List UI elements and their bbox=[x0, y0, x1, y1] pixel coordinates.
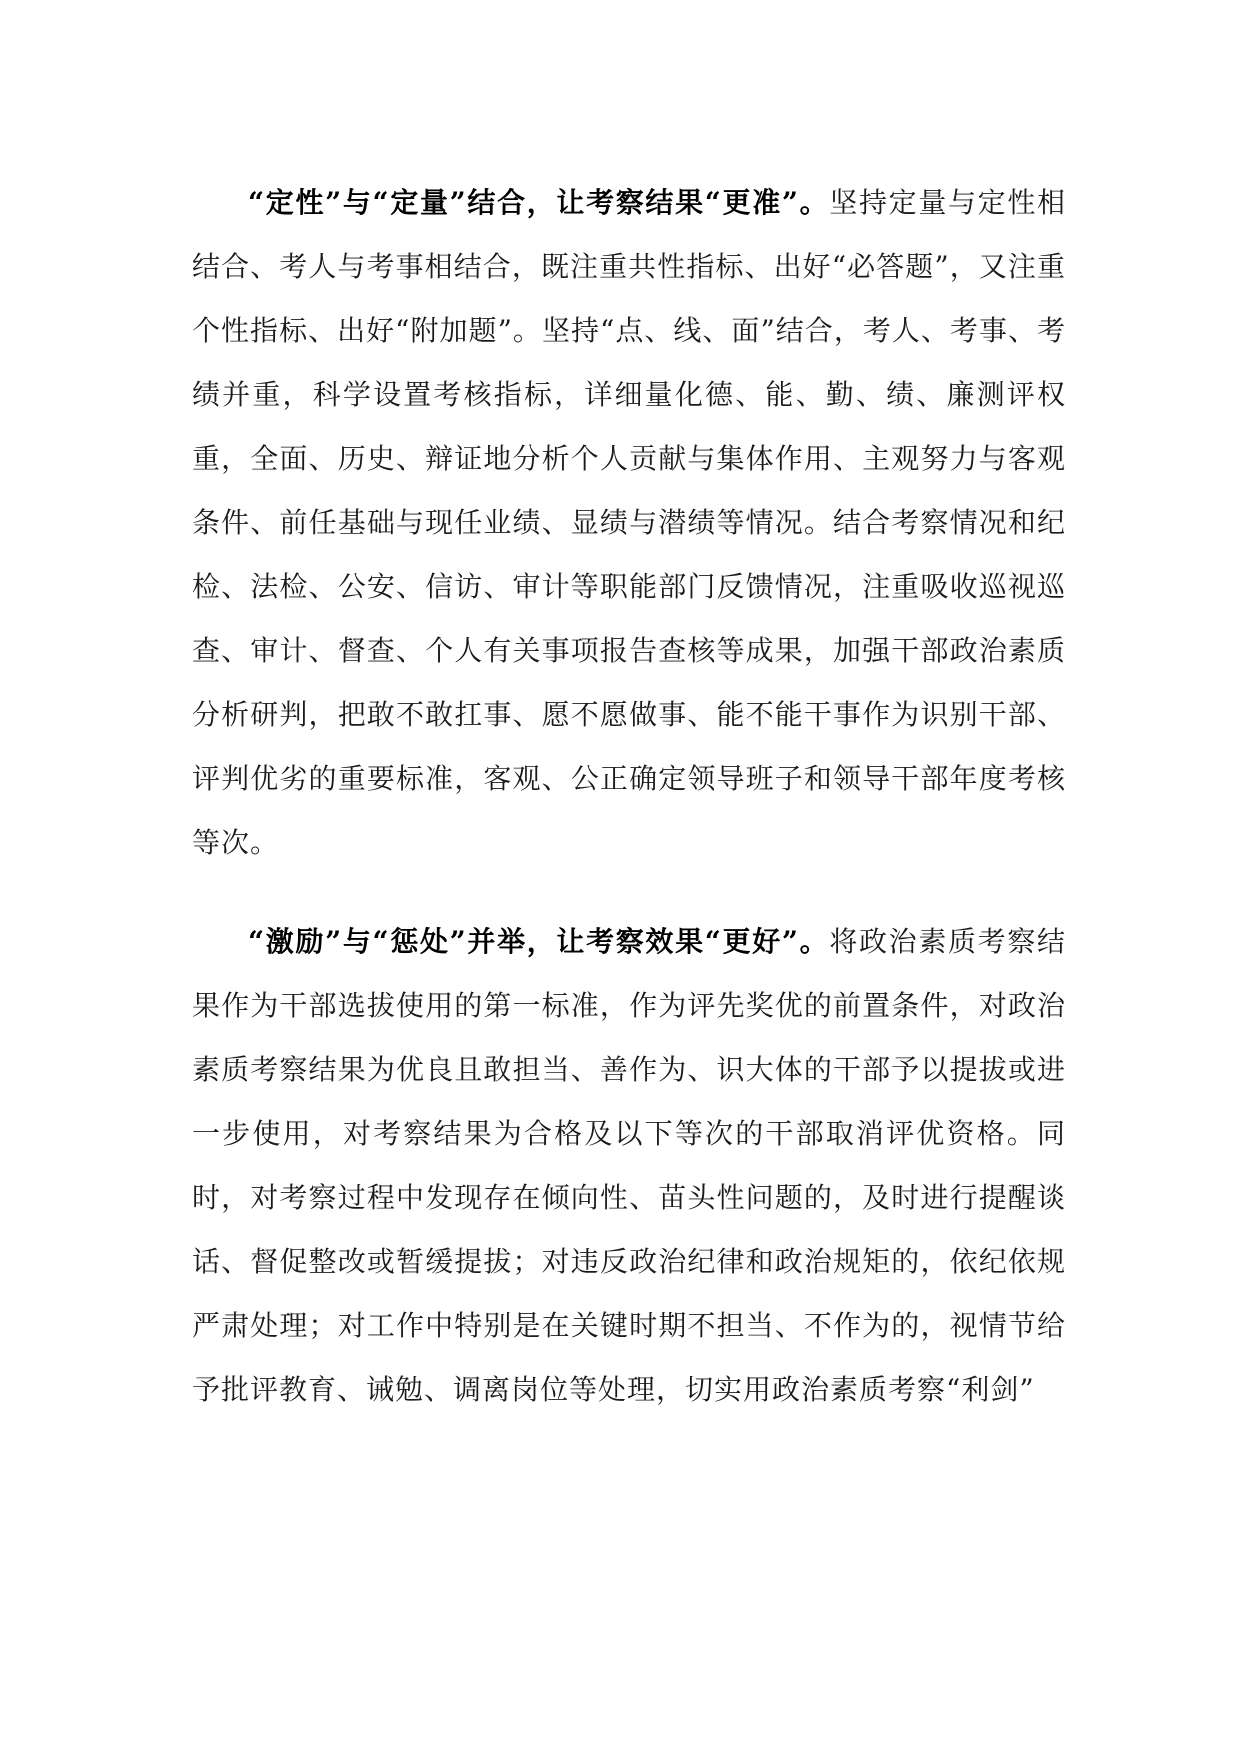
paragraph-incentive-punishment bbox=[192, 910, 1066, 1422]
paragraph-heading: “定性”与“定量”结合，让考察结果“更准”。 bbox=[248, 186, 830, 219]
paragraph-heading: “激励”与“惩处”并举，让考察效果“更好”。 bbox=[248, 925, 830, 958]
paragraph-body: 坚持定量与定性相结合、考人与考事相结合，既注重共性指标、出好“必答题”，又注重个性指标、出好“附加题”。坚持“点、线、面”结合，考人、考事、考绩并重，科学设置考核指标，详细量化德、能、勤、绩、廉测评权重，全面、历史、辩证地分析个人贡献与集体作用、主观努力与客观条件、前任基础与现任业绩、显绩与潜绩等情况。结合考察情况和纪检、法检、公安、信访、审计等职能部门反馈情况，注重吸收巡视巡查、审计、督查、个人有关事项报告查核等成果，加强干部政治素质分析研判，把敢不敢扛事、愿不愿做事、能不能干事作为识别干部、评判优劣的重要标准，客观、公正确定领导班子和领导干部年度考核等次。 bbox=[192, 186, 1066, 859]
paragraph-qualitative-quantitative bbox=[192, 171, 1066, 875]
paragraph-body: 将政治素质考察结果作为干部选拔使用的第一标准，作为评先奖优的前置条件，对政治素质考察结果为优良且敢担当、善作为、识大体的干部予以提拔或进一步使用，对考察结果为合格及以下等次的干部取消评优资格。同时，对考察过程中发现存在倾向性、苗头性问题的，及时进行提醒谈话、督促整改或暂缓提拔；对违反政治纪律和政治规矩的，依纪依规严肃处理；对工作中特别是在关键时期不担当、不作为的，视情节给予批评教育、诫勉、调离岗位等处理，切实用政治素质考察“利剑” bbox=[192, 925, 1066, 1406]
